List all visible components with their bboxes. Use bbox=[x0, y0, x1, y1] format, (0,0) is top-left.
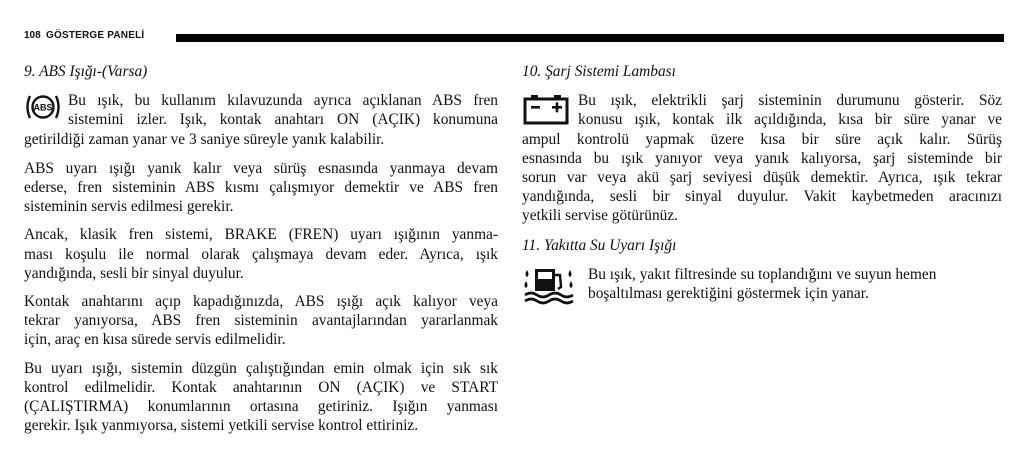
charge-line: esnasında bu ışık yanıyor veya yanık kalıyorsa, şarj sisteminde bir bbox=[522, 149, 1002, 167]
water-line: boşaltılması gerektiğini göstermek için yanar. bbox=[588, 285, 869, 303]
text-line: için, araç en kısa sürede servis edilmelidir. bbox=[24, 331, 286, 349]
text-line: ederse, fren sisteminin ABS kısmı çalışmıyor demektir ve ABS fren bbox=[24, 179, 498, 197]
text-line: Bu uyarı ışığı, sistemin düzgün çalıştığından emin olmak için sık sık bbox=[24, 359, 498, 377]
charge-line: Bu ışık, elektrikli şarj sisteminin durumunu gösterir. Söz bbox=[578, 92, 1002, 110]
abs-icon-text: ABS bbox=[33, 102, 53, 113]
abs-warning-icon bbox=[24, 93, 62, 126]
text-line: sisteminin servis edilmesi gerekir. bbox=[24, 198, 234, 216]
abs-paragraph-1 bbox=[24, 159, 498, 217]
abs-intro-line: sistemini izler. Işık, kontak anahtarı ON (AÇIK) konumuna bbox=[68, 111, 498, 129]
charge-line: sorun var veya akü şarj seviyesi düşük demektir. Ayrıca, ışık tekrar bbox=[522, 169, 1002, 187]
section-title: GÖSTERGE PANELİ bbox=[46, 30, 145, 41]
text-line: (ÇALIŞTIRMA) konumlarının ortasına getiriniz. Işığın yanması bbox=[24, 398, 498, 416]
text-line: yandığında, sesli bir sinyal duyulur. bbox=[24, 264, 244, 282]
text-line: ABS uyarı ışığı yanık kalır veya sürüş esnasında yanmaya devam bbox=[24, 159, 498, 177]
text-line: kontrol edilmelidir. Kontak anahtarının ON (AÇIK) ve START bbox=[24, 378, 498, 396]
abs-paragraph-3 bbox=[24, 292, 498, 350]
battery-icon bbox=[522, 93, 572, 130]
water-in-fuel-icon bbox=[522, 267, 576, 310]
abs-intro-line: getirildiği zaman yanar ve 3 saniye süreyle yanık kalabilir. bbox=[24, 130, 385, 148]
text-line: tekrar yanıyorsa, ABS fren sisteminin avantajlarından yararlanmak bbox=[24, 312, 498, 330]
abs-paragraph-2 bbox=[24, 225, 498, 283]
abs-intro-line: Bu ışık, bu kullanım kılavuzunda ayrıca açıklanan ABS fren bbox=[68, 92, 498, 110]
header-rule bbox=[176, 34, 1004, 42]
water-indicator-block bbox=[522, 265, 1002, 303]
charge-line: ampul kontrolü yapmak üzere kısa bir süre açık kalır. Sürüş bbox=[522, 130, 1002, 148]
charge-indicator-block bbox=[522, 91, 1002, 225]
charge-line: yetkili servise götürünüz. bbox=[522, 207, 679, 225]
abs-heading: 9. ABS Işığı-(Varsa) bbox=[24, 63, 148, 80]
text-line: Kontak anahtarını açıp kapadığınızda, ABS ışığı açık kalıyor veya bbox=[24, 293, 498, 311]
text-line: ması koşulu ile normal olarak çalışmaya devam eder. Ayrıca, ışık bbox=[24, 245, 498, 263]
charge-line: yandığında, sesli bir sinyal duyulur. Vakit kaybetmeden aracınızı bbox=[522, 188, 1002, 206]
page-header bbox=[24, 30, 1004, 44]
left-column bbox=[24, 62, 498, 444]
text-line: gerekir. Işık yanmıyorsa, sistemi yetkili servise kontrol ettiriniz. bbox=[24, 417, 419, 435]
charge-heading: 10. Şarj Sistemi Lambası bbox=[522, 63, 676, 80]
page-number: 108 bbox=[24, 30, 41, 41]
abs-paragraph-4 bbox=[24, 359, 498, 436]
water-in-fuel-heading: 11. Yakıtta Su Uyarı Işığı bbox=[522, 236, 677, 254]
text-line: Ancak, klasik fren sistemi, BRAKE (FREN) uyarı ışığının yanma- bbox=[24, 226, 498, 244]
charge-line: konusu ışık, kontak ilk açıldığında, kısa bir süre yanar ve bbox=[578, 111, 1002, 129]
right-column bbox=[522, 62, 1002, 313]
abs-indicator-block bbox=[24, 91, 498, 149]
water-line: Bu ışık, yakıt filtresinde su toplandığını ve suyun hemen bbox=[588, 265, 937, 283]
